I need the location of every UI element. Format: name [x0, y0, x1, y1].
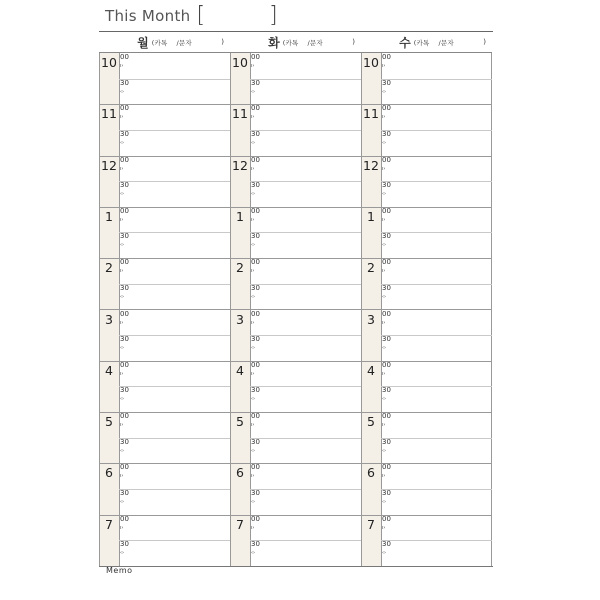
minute-label: 30 [251, 335, 260, 344]
hour-number: 2 [236, 260, 244, 276]
hour-row [99, 156, 230, 208]
slot-00[interactable] [119, 515, 230, 542]
slot-mark: ‹› [251, 396, 255, 403]
slot-00[interactable] [381, 207, 492, 234]
slot-mark: ı› [382, 268, 386, 275]
minute-label: 30 [120, 129, 129, 138]
hour-number: 7 [367, 516, 375, 532]
slot-00[interactable] [119, 310, 230, 337]
minute-label: 00 [251, 206, 260, 215]
minute-label: 30 [251, 232, 260, 241]
day-column [99, 32, 230, 566]
hour-row [230, 156, 361, 208]
minute-label: 30 [382, 283, 391, 292]
hour-row [99, 310, 230, 362]
day-body [99, 53, 230, 566]
hour-row [99, 463, 230, 515]
contact-label: (카톡 [413, 38, 430, 47]
slot-mark: ı› [120, 114, 124, 121]
minute-label: 30 [251, 386, 260, 395]
slot-00[interactable] [250, 104, 361, 131]
minute-label: 00 [120, 360, 129, 369]
slot-mark: ‹› [120, 345, 124, 352]
hour-row [230, 515, 361, 566]
minute-label: 30 [382, 78, 391, 87]
hour-number: 3 [105, 311, 113, 327]
minute-label: 30 [382, 540, 391, 549]
minute-label: 30 [251, 437, 260, 446]
slot-00[interactable] [250, 207, 361, 234]
slot-mark: ı› [382, 63, 386, 69]
minute-label: 30 [251, 488, 260, 497]
slot-mark: ‹› [120, 550, 124, 557]
hour-row [361, 412, 492, 464]
hour-row [361, 310, 492, 362]
minute-label: 30 [382, 437, 391, 446]
hour-number: 5 [236, 414, 244, 430]
hour-row [230, 207, 361, 259]
hour-number: 3 [236, 311, 244, 327]
minute-label: 00 [382, 155, 391, 164]
slot-mark: ı› [251, 370, 255, 377]
minute-label: 00 [251, 258, 260, 267]
minute-label: 00 [120, 258, 129, 267]
hour-row [361, 104, 492, 156]
slot-mark: ‹› [382, 293, 386, 300]
slot-30[interactable] [119, 79, 230, 105]
month-bracket-close: ] [269, 3, 278, 28]
slot-mark: ‹› [382, 396, 386, 403]
minute-label: 30 [120, 335, 129, 344]
slot-mark: ‹› [382, 498, 386, 505]
slot-mark: ‹› [251, 88, 255, 95]
minute-label: 30 [382, 129, 391, 138]
slot-mark: ‹› [382, 447, 386, 454]
hour-row [230, 463, 361, 515]
slot-mark: ‹› [251, 447, 255, 454]
slot-mark: ı› [382, 165, 386, 172]
minute-label: 30 [120, 232, 129, 241]
minute-label: 00 [120, 309, 129, 318]
slot-30[interactable] [381, 438, 492, 464]
slot-30[interactable] [119, 284, 230, 310]
slot-00[interactable] [250, 515, 361, 542]
slot-mark: ı› [382, 524, 386, 531]
text-label: /문자 [176, 38, 192, 47]
slot-00[interactable] [250, 258, 361, 285]
hour-number: 1 [105, 208, 113, 224]
slot-00[interactable] [250, 412, 361, 439]
slot-mark: ı› [251, 473, 255, 480]
minute-label: 00 [382, 104, 391, 113]
slot-00[interactable] [119, 258, 230, 285]
slot-mark: ı› [251, 268, 255, 275]
slot-mark: ı› [382, 473, 386, 480]
slot-mark: ‹› [251, 139, 255, 146]
slot-00[interactable] [119, 53, 230, 80]
slot-00[interactable] [381, 310, 492, 337]
slot-00[interactable] [250, 463, 361, 490]
slot-mark: ı› [120, 63, 124, 69]
minute-label: 00 [120, 155, 129, 164]
hour-row [99, 207, 230, 259]
slot-mark: ‹› [382, 88, 386, 95]
hour-row [99, 53, 230, 105]
hour-number: 7 [236, 516, 244, 532]
minute-label: 30 [382, 232, 391, 241]
minute-label: 30 [251, 540, 260, 549]
slot-mark: ‹› [120, 447, 124, 454]
text-label: /문자 [307, 38, 323, 47]
day-column [361, 32, 492, 566]
slot-30[interactable] [250, 335, 361, 361]
slot-30[interactable] [381, 540, 492, 566]
day-body [230, 53, 361, 566]
minute-label: 00 [382, 53, 391, 61]
slot-30[interactable] [381, 489, 492, 515]
slot-mark: ‹› [120, 396, 124, 403]
hour-row [361, 53, 492, 105]
hour-number: 11 [101, 106, 117, 122]
slot-mark: ‹› [120, 139, 124, 146]
slot-mark: ı› [251, 63, 255, 69]
day-name: 수 [399, 35, 411, 50]
slot-00[interactable] [381, 515, 492, 542]
slot-mark: ı› [251, 422, 255, 429]
minute-label: 00 [382, 206, 391, 215]
month-bracket-open: [ [196, 3, 206, 28]
hour-number: 6 [105, 465, 113, 481]
day-header [99, 32, 230, 53]
hour-row [361, 361, 492, 413]
slot-mark: ı› [120, 319, 124, 326]
slot-mark: ‹› [120, 498, 124, 505]
slot-30[interactable] [381, 335, 492, 361]
slot-mark: ‹› [251, 293, 255, 300]
slot-00[interactable] [119, 207, 230, 234]
hour-row [361, 258, 492, 310]
minute-label: 30 [120, 540, 129, 549]
minute-label: 00 [251, 155, 260, 164]
hour-number: 4 [367, 362, 375, 378]
slot-30[interactable] [119, 540, 230, 566]
slot-mark: ‹› [382, 242, 386, 249]
hour-row [230, 258, 361, 310]
slot-30[interactable] [250, 438, 361, 464]
minute-label: 00 [382, 309, 391, 318]
slot-mark: ı› [251, 216, 255, 223]
minute-label: 00 [120, 206, 129, 215]
slot-mark: ‹› [382, 345, 386, 352]
slot-00[interactable] [381, 53, 492, 80]
slot-30[interactable] [250, 181, 361, 207]
slot-mark: ı› [251, 524, 255, 531]
slot-30[interactable] [381, 130, 492, 156]
hour-number: 10 [232, 55, 248, 70]
minute-label: 30 [120, 488, 129, 497]
slot-00[interactable] [250, 53, 361, 80]
hour-row [99, 515, 230, 566]
hour-row [361, 156, 492, 208]
slot-30[interactable] [250, 489, 361, 515]
slot-00[interactable] [381, 104, 492, 131]
slot-00[interactable] [250, 361, 361, 388]
hour-number: 10 [363, 55, 379, 70]
slot-mark: ı› [382, 114, 386, 121]
hour-number: 6 [367, 465, 375, 481]
minute-label: 00 [251, 309, 260, 318]
slot-mark: ı› [382, 422, 386, 429]
slot-00[interactable] [119, 156, 230, 183]
slot-00[interactable] [381, 412, 492, 439]
slot-00[interactable] [119, 463, 230, 490]
minute-label: 00 [120, 104, 129, 113]
slot-00[interactable] [250, 156, 361, 183]
slot-00[interactable] [381, 156, 492, 183]
minute-label: 00 [120, 412, 129, 421]
slot-mark: ‹› [382, 550, 386, 557]
contact-label: (카톡 [151, 38, 168, 47]
slot-mark: ı› [120, 422, 124, 429]
slot-00[interactable] [381, 463, 492, 490]
minute-label: 30 [382, 181, 391, 190]
hour-number: 5 [105, 414, 113, 430]
hour-number: 1 [367, 208, 375, 224]
slot-mark: ‹› [382, 191, 386, 198]
hour-number: 3 [367, 311, 375, 327]
slot-mark: ‹› [251, 242, 255, 249]
slot-00[interactable] [119, 361, 230, 388]
hour-number: 12 [101, 157, 117, 173]
hour-row [230, 53, 361, 105]
minute-label: 00 [382, 412, 391, 421]
hour-row [99, 104, 230, 156]
hour-row [361, 515, 492, 566]
slot-00[interactable] [250, 310, 361, 337]
slot-mark: ı› [251, 319, 255, 326]
slot-mark: ‹› [120, 242, 124, 249]
hour-number: 6 [236, 465, 244, 481]
hour-row [361, 207, 492, 259]
minute-label: 00 [120, 53, 129, 61]
slot-30[interactable] [250, 540, 361, 566]
hour-number: 12 [363, 157, 379, 173]
hour-row [230, 310, 361, 362]
hour-row [361, 463, 492, 515]
memo-label: Memo [106, 566, 133, 575]
slot-30[interactable] [250, 79, 361, 105]
minute-label: 30 [120, 386, 129, 395]
minute-label: 30 [120, 181, 129, 190]
slot-30[interactable] [381, 181, 492, 207]
title-text: This Month [105, 7, 191, 25]
slot-30[interactable] [250, 386, 361, 412]
slot-mark: ‹› [251, 498, 255, 505]
slot-30[interactable] [119, 181, 230, 207]
slot-30[interactable] [119, 386, 230, 412]
slot-mark: ı› [251, 114, 255, 121]
slot-mark: ı› [120, 370, 124, 377]
slot-mark: ı› [120, 524, 124, 531]
hour-number: 12 [232, 157, 248, 173]
slot-30[interactable] [119, 335, 230, 361]
day-name: 화 [268, 35, 280, 50]
slot-mark: ı› [382, 319, 386, 326]
slot-30[interactable] [381, 284, 492, 310]
slot-00[interactable] [119, 412, 230, 439]
slot-30[interactable] [119, 489, 230, 515]
minute-label: 00 [251, 53, 260, 61]
slot-30[interactable] [250, 130, 361, 156]
minute-label: 30 [120, 283, 129, 292]
slot-30[interactable] [381, 386, 492, 412]
hour-number: 7 [105, 516, 113, 532]
minute-label: 30 [120, 437, 129, 446]
minute-label: 00 [251, 463, 260, 472]
minute-label: 30 [251, 78, 260, 87]
slot-mark: ‹› [120, 293, 124, 300]
day-header [361, 32, 492, 53]
slot-30[interactable] [119, 438, 230, 464]
slot-mark: ı› [251, 165, 255, 172]
page-title [105, 4, 278, 28]
slot-mark: ı› [120, 473, 124, 480]
minute-label: 00 [251, 104, 260, 113]
slot-30[interactable] [250, 284, 361, 310]
day-name: 월 [137, 35, 149, 50]
hour-row [99, 258, 230, 310]
slot-30[interactable] [381, 232, 492, 258]
minute-label: 00 [251, 514, 260, 523]
hour-number: 5 [367, 414, 375, 430]
weekly-planner-grid [99, 31, 493, 567]
contact-label: (카톡 [282, 38, 299, 47]
minute-label: 00 [120, 463, 129, 472]
slot-30[interactable] [119, 130, 230, 156]
slot-mark: ı› [120, 268, 124, 275]
text-label: /문자 [438, 38, 454, 47]
slot-mark: ı› [382, 370, 386, 377]
hour-number: 10 [101, 55, 117, 70]
slot-mark: ‹› [120, 88, 124, 95]
hour-row [230, 412, 361, 464]
header-close-paren: ) [483, 38, 486, 46]
slot-mark: ‹› [382, 139, 386, 146]
slot-00[interactable] [381, 258, 492, 285]
minute-label: 00 [382, 258, 391, 267]
hour-number: 11 [232, 106, 248, 122]
slot-mark: ‹› [251, 550, 255, 557]
slot-30[interactable] [381, 79, 492, 105]
day-body [361, 53, 492, 566]
hour-number: 4 [105, 362, 113, 378]
hour-row [230, 104, 361, 156]
minute-label: 00 [382, 463, 391, 472]
hour-row [99, 412, 230, 464]
hour-number: 2 [367, 260, 375, 276]
slot-mark: ı› [120, 165, 124, 172]
hour-number: 1 [236, 208, 244, 224]
slot-00[interactable] [381, 361, 492, 388]
slot-30[interactable] [250, 232, 361, 258]
minute-label: 00 [251, 412, 260, 421]
slot-mark: ‹› [251, 345, 255, 352]
hour-row [230, 361, 361, 413]
minute-label: 30 [120, 78, 129, 87]
header-close-paren: ) [352, 38, 355, 46]
minute-label: 30 [382, 335, 391, 344]
hour-number: 11 [363, 106, 379, 122]
day-header [230, 32, 361, 53]
slot-00[interactable] [119, 104, 230, 131]
minute-label: 30 [382, 386, 391, 395]
hour-number: 2 [105, 260, 113, 276]
hour-row [99, 361, 230, 413]
minute-label: 00 [382, 360, 391, 369]
slot-mark: ‹› [120, 191, 124, 198]
slot-mark: ‹› [251, 191, 255, 198]
minute-label: 00 [120, 514, 129, 523]
minute-label: 00 [382, 514, 391, 523]
minute-label: 00 [251, 360, 260, 369]
minute-label: 30 [251, 129, 260, 138]
slot-mark: ı› [382, 216, 386, 223]
minute-label: 30 [251, 283, 260, 292]
slot-30[interactable] [119, 232, 230, 258]
minute-label: 30 [382, 488, 391, 497]
hour-number: 4 [236, 362, 244, 378]
minute-label: 30 [251, 181, 260, 190]
header-close-paren: ) [221, 38, 224, 46]
day-column [230, 32, 361, 566]
slot-mark: ı› [120, 216, 124, 223]
